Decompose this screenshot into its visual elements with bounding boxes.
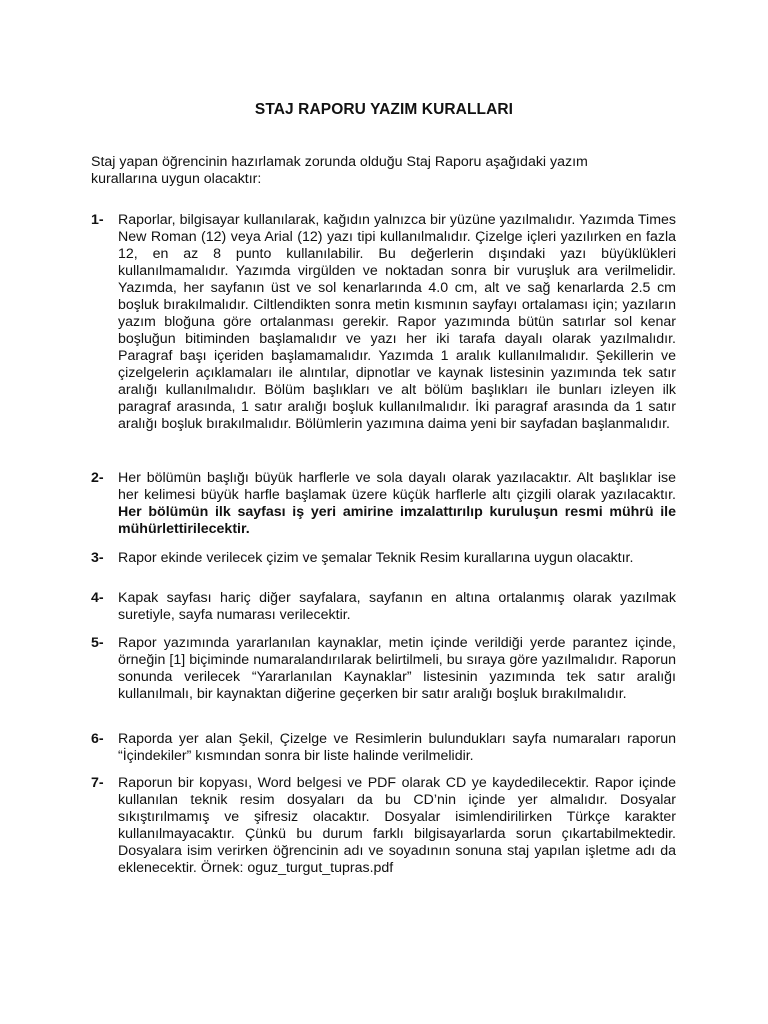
- rule-number: 2-: [91, 470, 104, 486]
- rule-item-5: [0, 635, 768, 731]
- rule-number: 4-: [91, 590, 104, 606]
- rule-number: 5-: [91, 635, 104, 651]
- rule-text-body: Raporda yer alan Şekil, Çizelge ve Resimlerin bulundukları sayfa numaraları raporun “İçindekiler” kısmından sonra bir liste halinde verilmelidir.: [118, 731, 676, 764]
- rule-text: [118, 590, 676, 624]
- rule-text-body: Her bölümün başlığı büyük harflerle ve sola dayalı olarak yazılacaktır. Alt başlıklar ise her kelimesi büyük harfle başlamak üzere küçük harflerle altı çizgili olarak yazılacaktır.: [118, 470, 676, 503]
- rule-text-body: Kapak sayfası hariç diğer sayfalara, sayfanın en altına ortalanmış olarak yazılmak suretiyle, sayfa numarası verilecektir.: [118, 590, 676, 623]
- rule-item-3: [0, 550, 768, 590]
- rule-item-6: [0, 731, 768, 775]
- rule-text: [118, 635, 676, 703]
- rule-text: [118, 550, 638, 567]
- rule-text: [118, 212, 676, 433]
- rule-text: [118, 470, 676, 538]
- rule-text: [118, 731, 676, 765]
- rule-number: 3-: [91, 550, 104, 566]
- rule-text-body: Raporlar, bilgisayar kullanılarak, kağıdın yalnızca bir yüzüne yazılmalıdır. Yazımda Times New Roman (12) veya Arial (12) yazı tipi kullanılmalıdır. Çizelge içleri yazılırken en fazla 12, en az 8 punto kullanılabilir. Bu değerlerin dışındaki yazı büyüklükleri kullanılmamalıdır. Yazımda virgülden ve noktadan sonra bir vuruşluk ara verilmelidir. Yazımda, her sayfanın üst ve sol kenarlarında 4.0 cm, alt ve sağ kenarlarda 2.5 cm boşluk bırakılmalıdır. Ciltlendikten sonra metin kısmının sayfayı ortalaması için; yazıların yazım bloğuna göre ortalanması gerekir. Rapor yazımında bütün satırlar sol kenar boşluğun bitiminden başlamalıdır ve yazı her iki tarafa dayalı olarak yazılmalıdır. Paragraf başı içeriden başlamamalıdır. Yazımda 1 aralık kullanılmalıdır. Şekillerin ve çizelgelerin açıklamaları ile alıntılar, dipnotlar ve kaynak listesinin yazımında tek satır aralığı kullanılmalıdır. Bölüm başlıkları ve alt bölüm başlıkları ile bunları izleyen ilk paragraf arasında, 1 satır aralığı boşluk kullanılmalıdır. İki paragraf arasında da 1 satır aralığı boşluk bırakılmalıdır. Bölümlerin yazımına daima yeni bir sayfadan başlanmalıdır.: [118, 212, 676, 432]
- intro-paragraph: Staj yapan öğrencinin hazırlamak zorunda olduğu Staj Raporu aşağıdaki yazım kurallarına uygun olacaktır:: [91, 154, 588, 187]
- rule-item-4: [0, 590, 768, 635]
- rule-text-bold: Her bölümün ilk sayfası iş yeri amirine imzalattırılıp kuruluşun resmi mührü ile mühürlettirilecektir.: [118, 504, 676, 537]
- rule-number: 6-: [91, 731, 104, 747]
- document-title: STAJ RAPORU YAZIM KURALLARI: [254, 101, 514, 118]
- rules-list: [0, 212, 768, 885]
- rule-text-body: Raporun bir kopyası, Word belgesi ve PDF olarak CD ye kaydedilecektir. Rapor içinde kullanılan teknik resim dosyaları da bu CD’nin içinde yer almalıdır. Dosyalar sıkıştırılmamış ve şifresiz olacaktır. Dosyalar isimlendirilirken Türkçe karakter kullanılmayacaktır. Çünkü bu durum farklı bilgisayarlarda sorun çıkartabilmektedir. Dosyalara isim verirken öğrencinin adı ve soyadının sonuna staj yapılan işletme adı da eklenecektir. Örnek: oguz_turgut_tupras.pdf: [118, 775, 676, 876]
- rule-item-7: [0, 775, 768, 885]
- rule-text-body: Rapor yazımında yararlanılan kaynaklar, metin içinde verildiği yerde parantez içinde, örneğin [1] biçiminde numaralandırılarak belirtilmeli, bu sıraya göre yazılmalıdır. Raporun sonunda verilecek “Yararlanılan Kaynaklar” listesinin yazımında tek satır aralığı kullanılmalı, bir kaynaktan diğerine geçerken bir satır aralığı boşluk bırakılmalıdır.: [118, 635, 676, 702]
- rule-text-body: Rapor ekinde verilecek çizim ve şemalar Teknik Resim kurallarına uygun olacaktır.: [118, 550, 634, 566]
- rule-item-2: [0, 470, 768, 550]
- rule-item-1: [0, 212, 768, 470]
- rule-text: [118, 775, 676, 877]
- rule-number: 1-: [91, 212, 104, 228]
- rule-number: 7-: [91, 775, 104, 791]
